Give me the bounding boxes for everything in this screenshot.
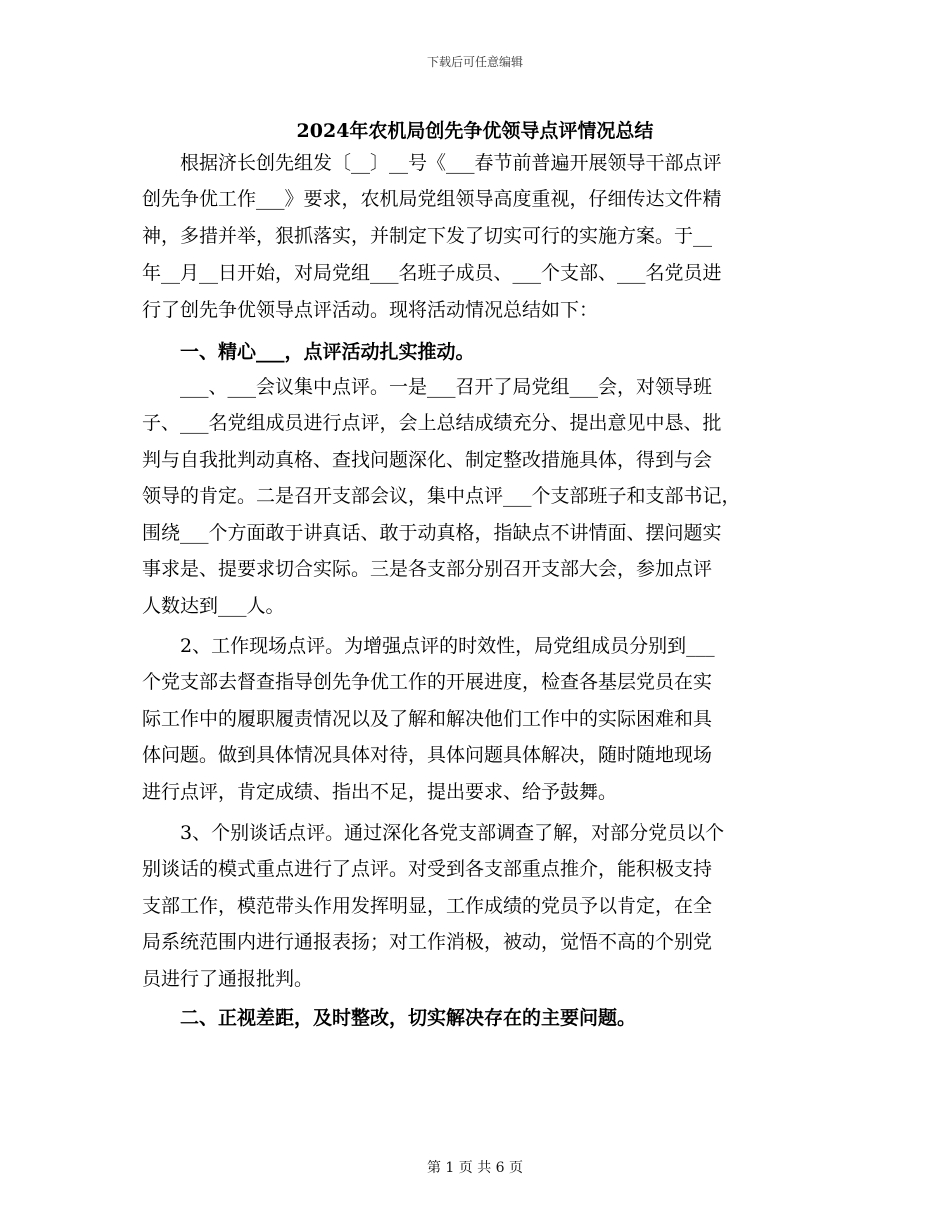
header-note: 下载后可任意编辑 — [426, 55, 523, 69]
body-line: 领导的肯定。二是召开支部会议，集中点评___个支部班子和支部书记， — [142, 485, 741, 507]
body-line: 别谈话的模式重点进行了点评。对受到各支部重点推介，能积极支持 — [142, 858, 713, 880]
body-line: ___、___会议集中点评。一是___召开了局党组___会，对领导班 — [142, 376, 713, 398]
body-line: 神，多措并举，狠抓落实，并制定下发了切实可行的实施方案。于__ — [142, 225, 713, 247]
body-line: 2、工作现场点评。为增强点评的时效性，局党组成员分别到___ — [142, 635, 715, 657]
body-line: 3、个别谈话点评。通过深化各党支部调查了解，对部分党员以个 — [142, 822, 725, 844]
section-heading-2: 二、正视差距，及时整改，切实解决存在的主要问题。 — [142, 1007, 637, 1029]
body-line: 局系统范围内进行通报表扬；对工作消极，被动，觉悟不高的个别党 — [142, 931, 713, 953]
body-line: 年__月__日开始，对局党组___名班子成员、___个支部、___名党员进 — [142, 262, 722, 284]
page-footer: 第 1 页 共 6 页 — [426, 1160, 524, 1176]
body-line: 体问题。做到具体情况具体对待，具体问题具体解决，随时随地现场 — [142, 744, 713, 766]
body-line: 个党支部去督查指导创先争优工作的开展进度，检查各基层党员在实 — [142, 671, 713, 693]
body-line: 进行点评，肯定成绩、指出不足，提出要求、给予鼓舞。 — [142, 781, 618, 803]
body-line: 子、___名党组成员进行点评，会上总结成绩充分、提出意见中恳、批 — [142, 412, 722, 434]
body-line: 人数达到___人。 — [142, 595, 285, 617]
body-line: 支部工作，模范带头作用发挥明显，工作成绩的党员予以肯定，在全 — [142, 895, 713, 917]
body-line: 行了创先争优领导点评活动。现将活动情况总结如下： — [142, 299, 599, 321]
body-line: 事求是、提要求切合实际。三是各支部分别召开支部大会，参加点评 — [142, 558, 713, 580]
section-heading-1: 一、精心___，点评活动扎实推动。 — [142, 341, 475, 363]
body-line: 际工作中的履职履责情况以及了解和解决他们工作中的实际困难和具 — [142, 708, 713, 730]
body-line: 围绕___个方面敢于讲真话、敢于动真格，指缺点不讲情面、摆问题实 — [142, 522, 722, 544]
body-line: 创先争优工作___》要求，农机局党组领导高度重视，仔细传达文件精 — [142, 188, 722, 210]
body-line: 员进行了通报批判。 — [142, 968, 314, 990]
body-line: 根据济长创先组发〔__〕__号《___春节前普遍开展领导干部点评 — [142, 152, 722, 174]
document-title: 2024年农机局创先争优领导点评情况总结 — [296, 120, 654, 142]
body-line: 判与自我批判动真格、查找问题深化、制定整改措施具体，得到与会 — [142, 449, 713, 471]
